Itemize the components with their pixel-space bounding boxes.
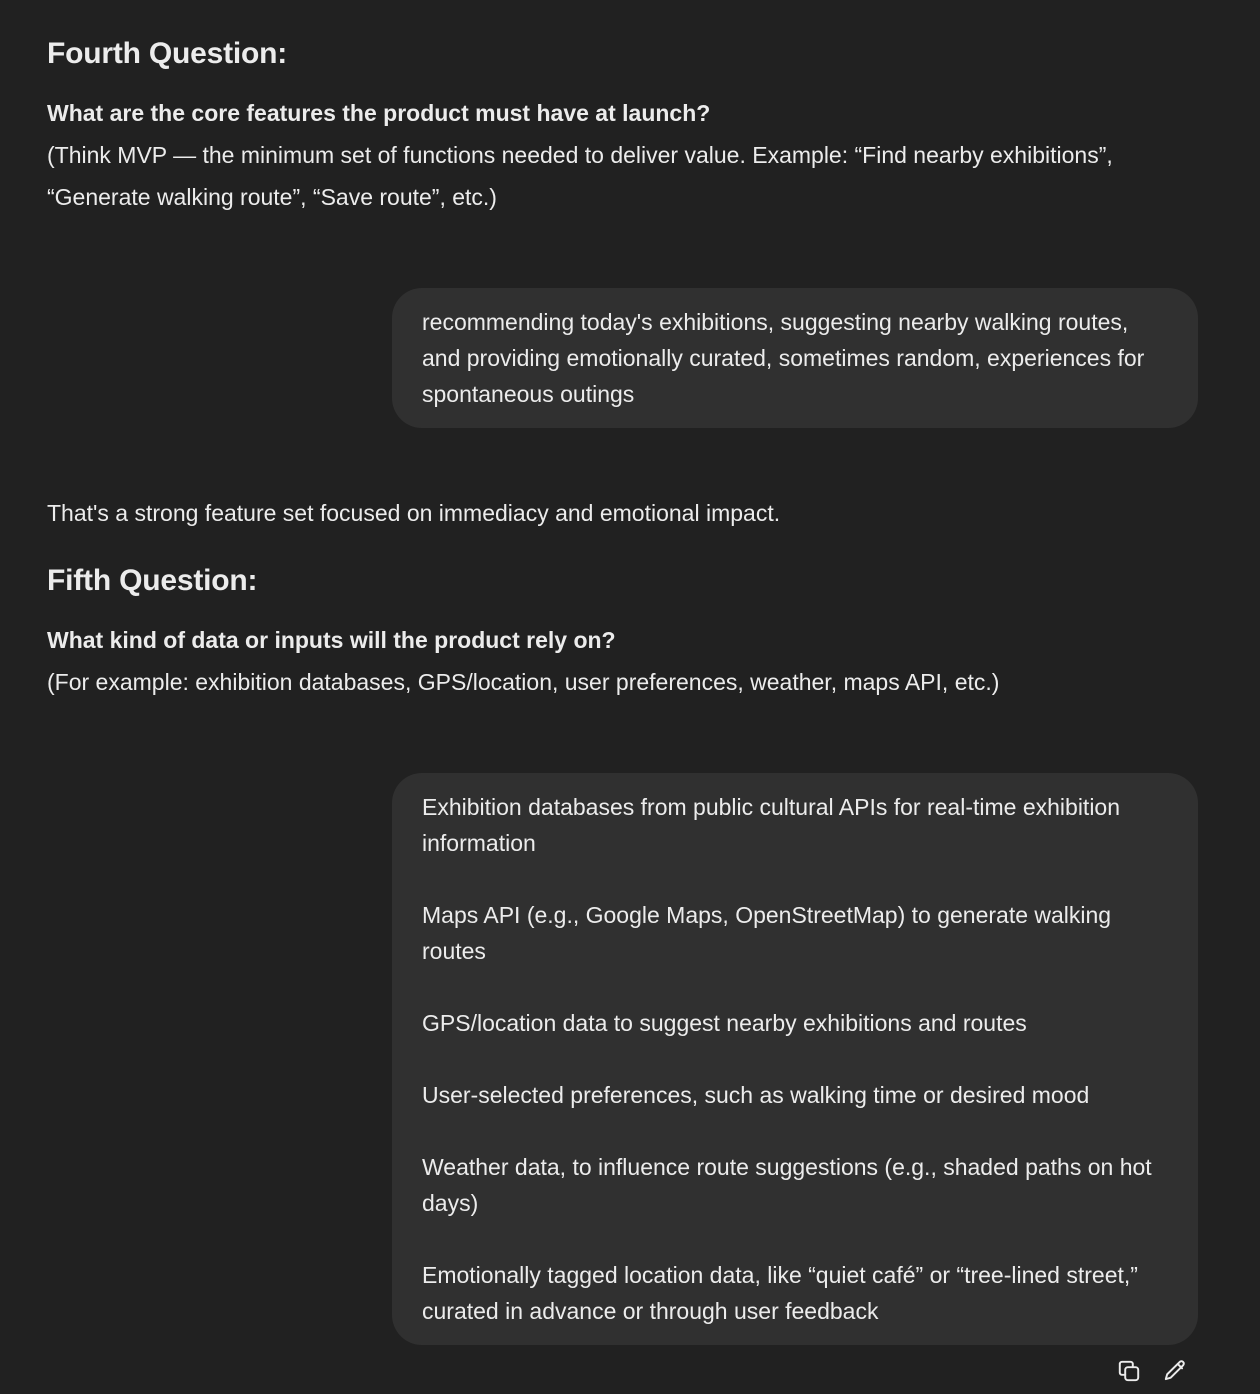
edit-button[interactable] xyxy=(1158,1354,1192,1388)
fourth-question-heading: Fourth Question: xyxy=(47,37,288,70)
message-actions xyxy=(1112,1354,1192,1388)
user-answer-2-paragraph: Maps API (e.g., Google Maps, OpenStreetMap) to generate walking routes xyxy=(422,902,1112,964)
fifth-question-text: What kind of data or inputs will the product rely on? xyxy=(47,627,616,653)
fourth-question-text: What are the core features the product must have at launch? xyxy=(47,100,711,126)
user-answer-2-paragraph: Emotionally tagged location data, like “quiet café” or “tree-lined street,” curated in advance or through user feedback xyxy=(422,1262,1138,1324)
assistant-message-fifth-question xyxy=(47,495,1207,703)
user-answer-2-paragraph: Exhibition databases from public cultural APIs for real-time exhibition information xyxy=(422,794,1121,856)
user-answer-1-text: recommending today's exhibitions, suggesting nearby walking routes, and providing emotionally curated, sometimes random, experiences for spontaneous outings xyxy=(422,309,1145,407)
user-message-bubble-1 xyxy=(392,288,1198,428)
user-answer-2-paragraph: User-selected preferences, such as walking time or desired mood xyxy=(422,1082,1090,1108)
user-answer-2-paragraph: GPS/location data to suggest nearby exhibitions and routes xyxy=(422,1010,1027,1036)
fifth-question-hint: (For example: exhibition databases, GPS/location, user preferences, weather, maps API, etc.) xyxy=(47,669,1000,695)
user-message-bubble-2 xyxy=(392,773,1198,1345)
pencil-icon xyxy=(1162,1358,1188,1384)
assistant-message-fourth-question xyxy=(47,36,1207,218)
user-answer-2-paragraph: Weather data, to influence route suggestions (e.g., shaded paths on hot days) xyxy=(422,1154,1152,1216)
assistant-reply-text: That's a strong feature set focused on immediacy and emotional impact. xyxy=(47,500,781,526)
copy-icon xyxy=(1116,1358,1142,1384)
fifth-question-heading: Fifth Question: xyxy=(47,564,258,597)
fourth-question-hint: (Think MVP — the minimum set of functions needed to deliver value. Example: “Find nearby exhibitions”, “Generate walking route”, “Save route”, etc.) xyxy=(47,142,1113,210)
copy-button[interactable] xyxy=(1112,1354,1146,1388)
